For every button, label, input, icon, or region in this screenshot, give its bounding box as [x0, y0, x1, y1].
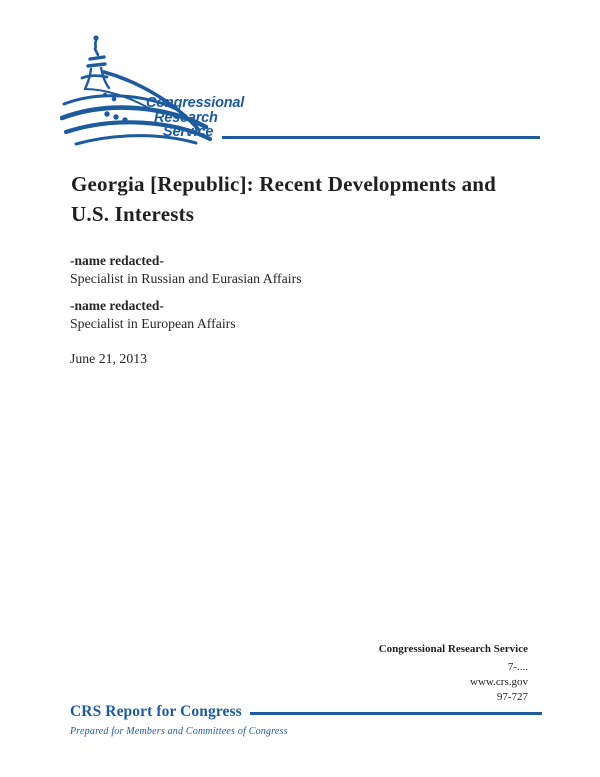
report-title-line-2: U.S. Interests: [71, 202, 195, 226]
contact-org: Congressional Research Service: [378, 643, 528, 655]
footer-tagline: Prepared for Members and Committees of Congress: [70, 726, 288, 737]
author-role: Specialist in European Affairs: [70, 315, 236, 331]
contact-block: [379, 642, 528, 705]
author-name: -name redacted-: [70, 298, 164, 313]
contact-website: www.crs.gov: [470, 676, 528, 688]
logo-line-2: Research: [154, 109, 218, 126]
contact-phone: 7-....: [507, 661, 528, 673]
logo-line-1: Congressional: [146, 95, 245, 111]
author-role: Specialist in Russian and Eurasian Affairs: [70, 270, 302, 286]
crs-logo-wordmark: [146, 96, 244, 140]
footer-banner: [70, 703, 542, 721]
report-title-line-1: Georgia [Republic]: Recent Developments and: [71, 172, 497, 196]
author-name: -name redacted-: [70, 253, 164, 268]
footer-divider: [250, 712, 542, 715]
report-number: 97-727: [496, 691, 528, 703]
report-title: [71, 169, 551, 229]
author-entry: [70, 297, 302, 332]
header-divider: [222, 136, 540, 139]
footer-banner-title: CRS Report for Congress: [70, 703, 242, 720]
report-date: June 21, 2013: [70, 351, 148, 366]
author-entry: [70, 252, 302, 287]
author-block: [70, 252, 302, 342]
logo-line-3: Service: [163, 124, 214, 140]
